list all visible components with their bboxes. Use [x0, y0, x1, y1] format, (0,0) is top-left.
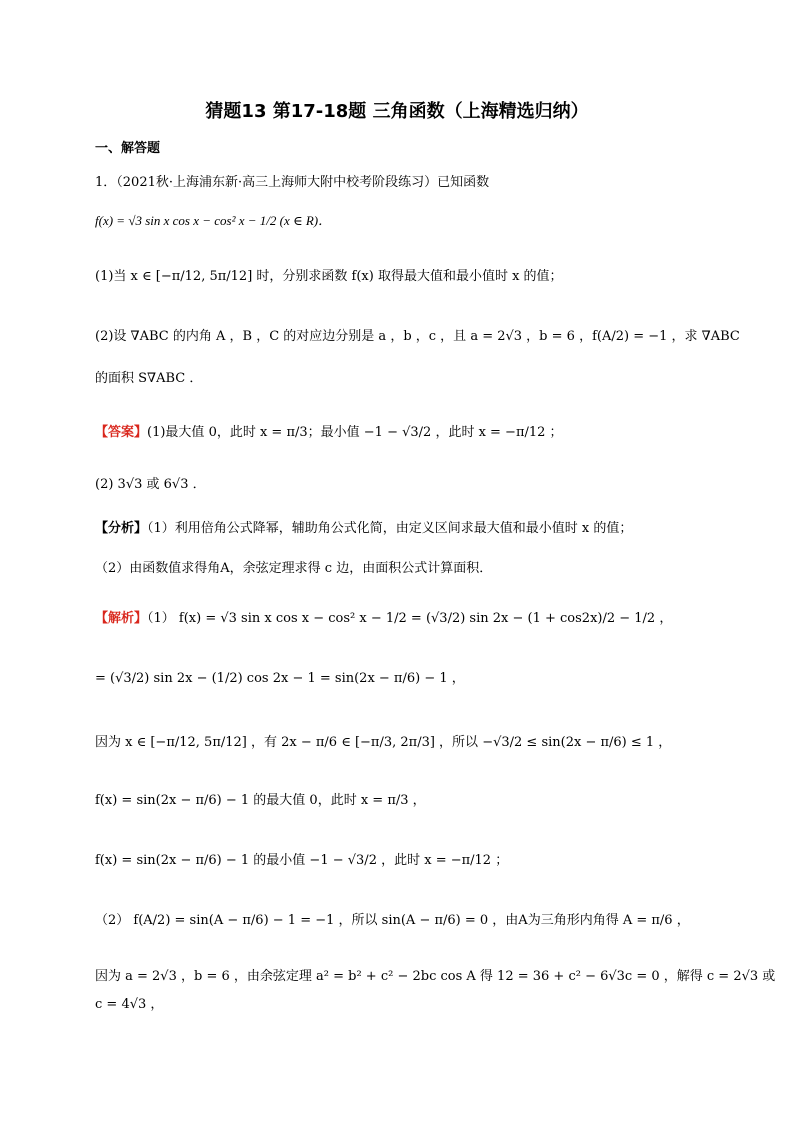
solution-line-8: c = 4√3 ， — [95, 997, 164, 1012]
question-part-2: (2)设 ∇ABC 的内角 A ，B ，C 的对应边分别是 a ，b ，c ，且 a = 2√3 ，b = 6 ，f(A/2) = −1 ，求 ∇ABC — [95, 329, 740, 344]
section-heading: 一、解答题 — [95, 141, 161, 156]
solution-line-1 — [95, 610, 672, 628]
solution-text-1: （1） f(x) = √3 sin x cos x − cos² x − 1/2 = (√3/2) sin 2x − (1 + cos2x)/2 − 1/2 ， — [147, 611, 673, 626]
question-part-2-continued: 的面积 S∇ABC ． — [95, 371, 203, 386]
solution-line-4: f(x) = sin(2x − π/6) − 1 的最大值 0，此时 x = π/3 ， — [95, 793, 426, 808]
answer-text-1: (1)最大值 0，此时 x = π/3；最小值 −1 − √3/2 ，此时 x = −π/12 ； — [147, 425, 563, 440]
solution-line-3: 因为 x ∈ [−π/12, 5π/12] ，有 2x − π/6 ∈ [−π/3, 2π/3] ，所以 −√3/2 ≤ sin(2x − π/6) ≤ 1 ， — [95, 735, 672, 750]
solution-line-5: f(x) = sin(2x − π/6) − 1 的最小值 −1 − √3/2 ，此时 x = −π/12 ； — [95, 853, 509, 868]
solution-line-7: 因为 a = 2√3 ，b = 6 ，由余弦定理 a² = b² + c² − 2bc cos A 得 12 = 36 + c² − 6√3c = 0 ，解得 c = 2√3 或 — [95, 969, 776, 984]
question-function: f(x) = √3 sin x cos x − cos² x − 1/2 (x ∈ R)． — [95, 213, 332, 228]
answer-label: 【答案】 — [95, 425, 148, 440]
analysis-line-1 — [95, 520, 632, 538]
solution-line-2: = (√3/2) sin 2x − (1/2) cos 2x − 1 = sin(2x − π/6) − 1 ， — [95, 671, 465, 686]
document-title: 猜题13 第17-18题 三角函数（上海精选归纳） — [205, 101, 589, 122]
analysis-label: 【分析】 — [95, 521, 148, 536]
question-part-1: (1)当 x ∈ [−π/12, 5π/12] 时，分别求函数 f(x) 取得最大值和最小值时 x 的值； — [95, 269, 563, 284]
answer-line-1 — [95, 424, 563, 442]
solution-label: 【解析】 — [95, 611, 148, 626]
question-intro: 1．（2021秋·上海浦东新·高三上海师大附中校考阶段练习）已知函数 — [95, 175, 490, 190]
answer-line-2: (2) 3√3 或 6√3 ． — [95, 477, 206, 492]
analysis-text-1: （1）利用倍角公式降幂，辅助角公式化简，由定义区间求最大值和最小值时 x 的值； — [147, 521, 633, 536]
solution-line-6: （2） f(A/2) = sin(A − π/6) − 1 = −1 ，所以 sin(A − π/6) = 0 ，由A为三角形内角得 A = π/6 ， — [95, 913, 690, 928]
analysis-line-2: （2）由函数值求得角A，余弦定理求得 c 边，由面积公式计算面积． — [95, 561, 493, 576]
